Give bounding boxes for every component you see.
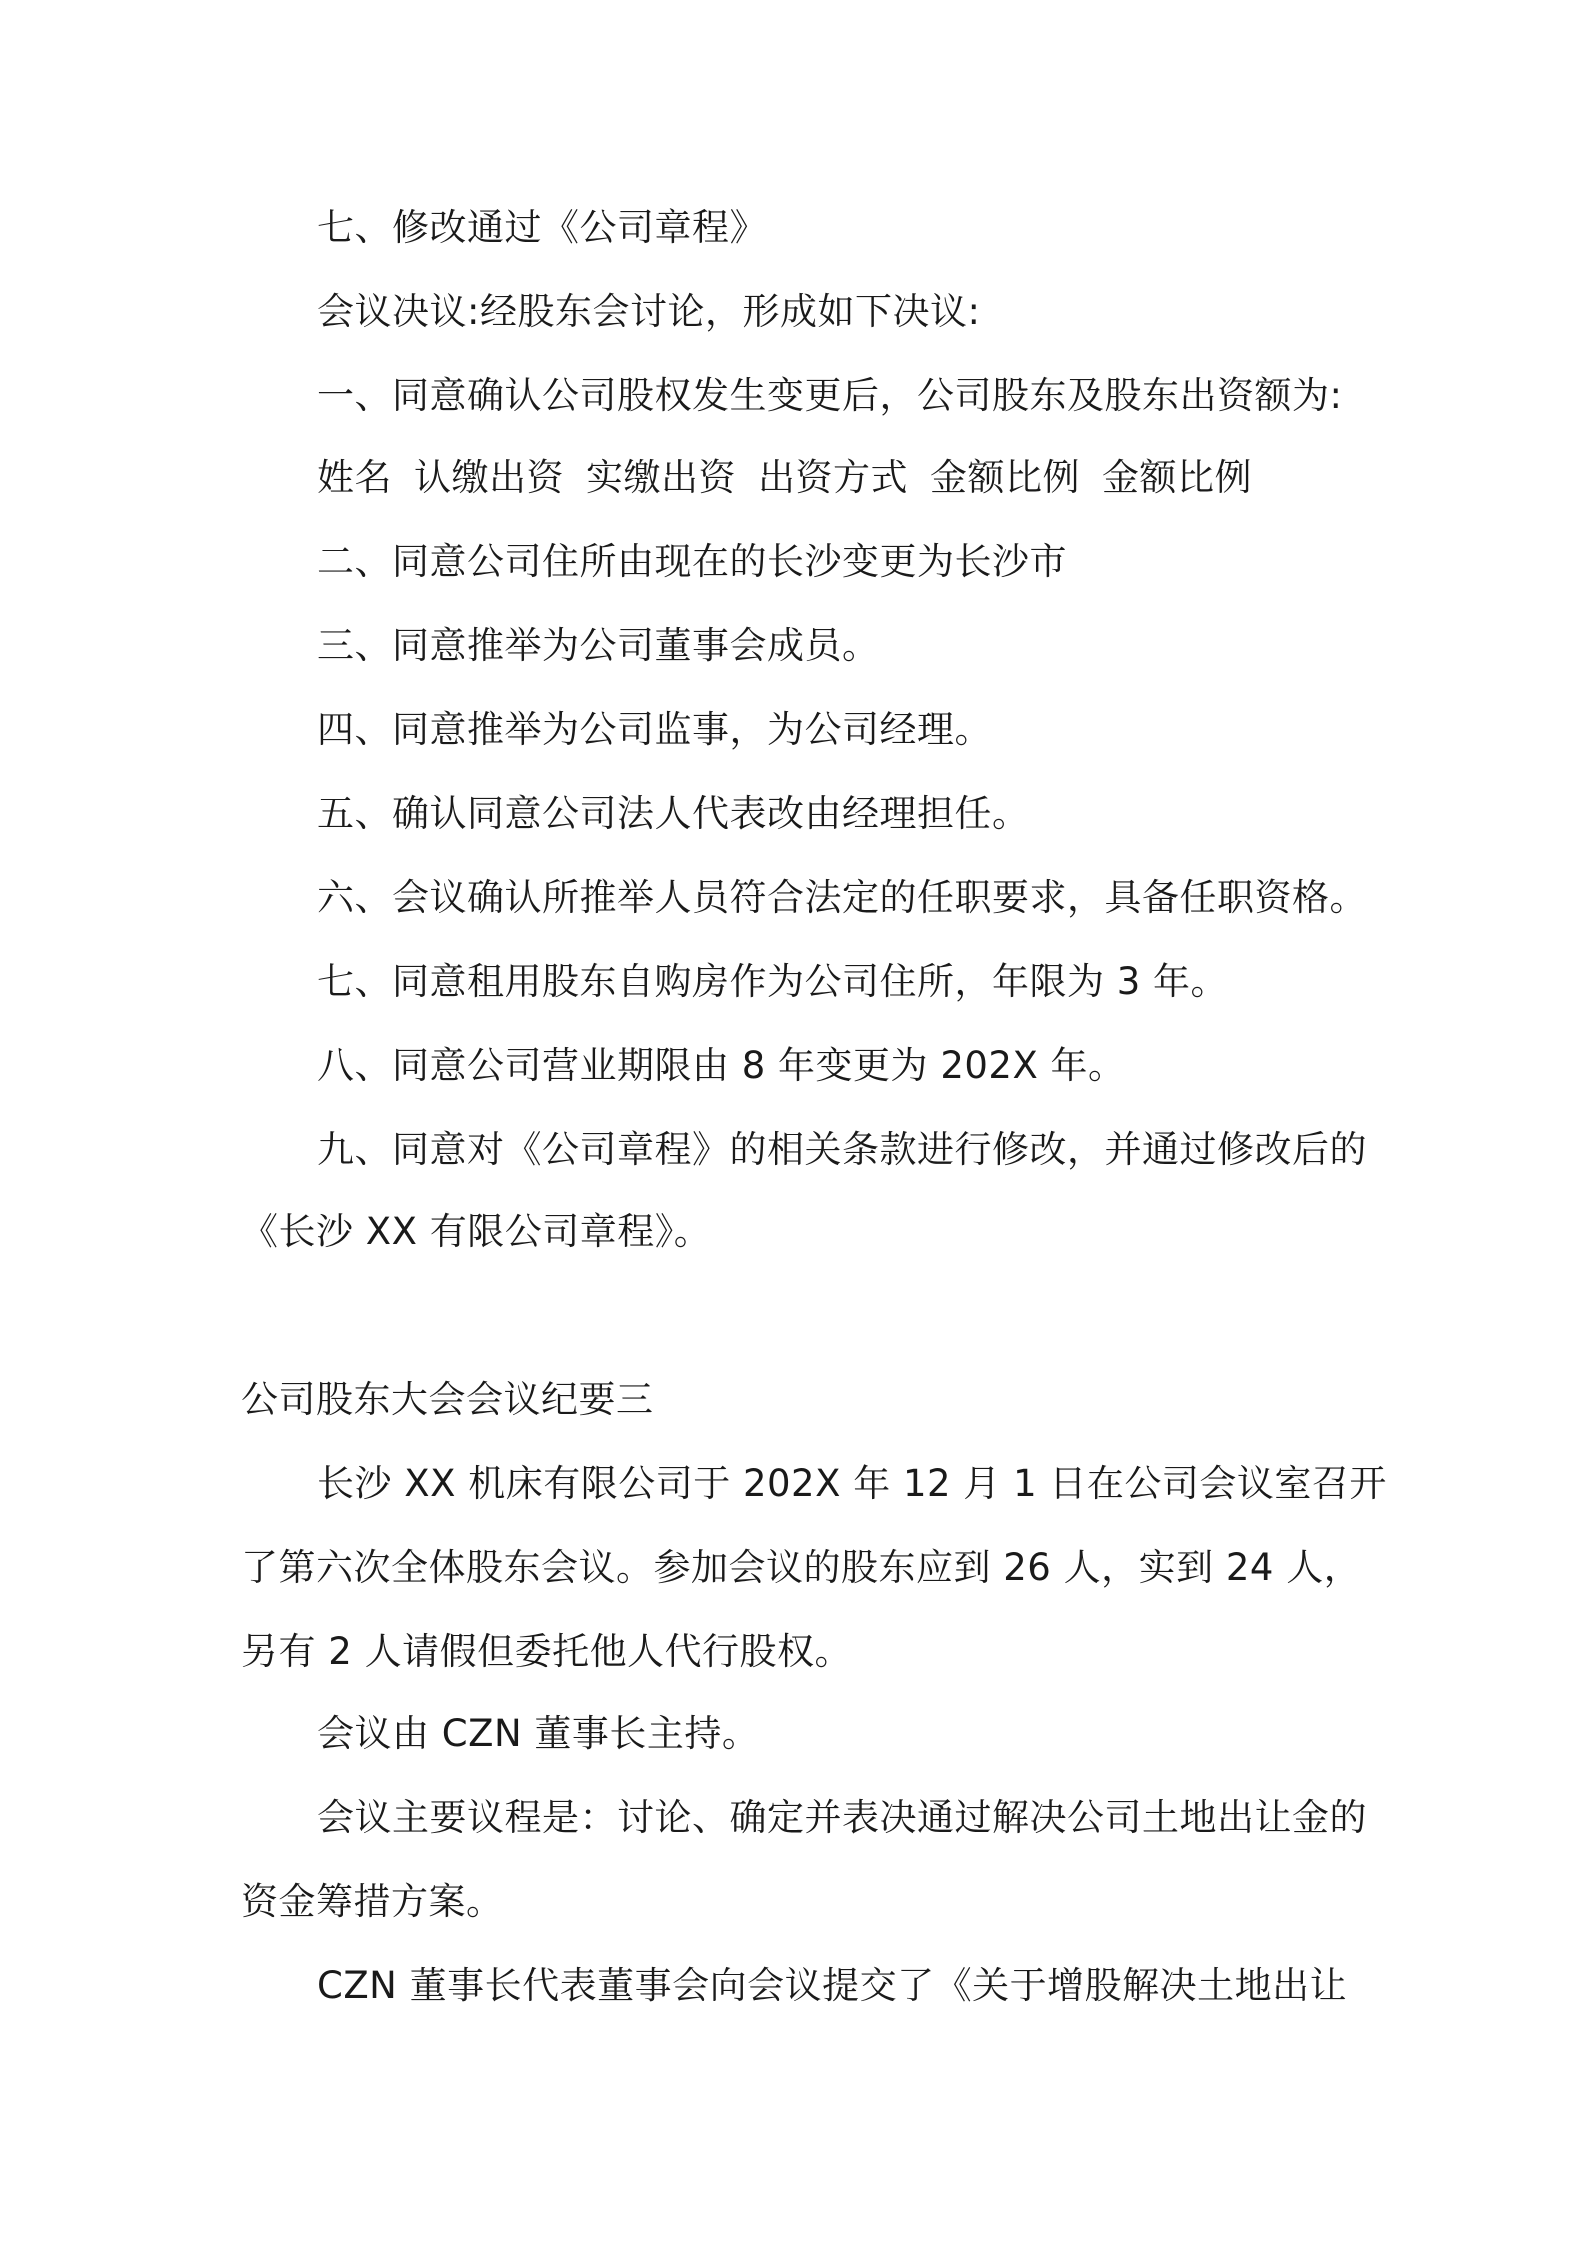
resolution-item-9-line-2: 《长沙 XX 有限公司章程》。 <box>241 1210 712 1253</box>
resolution-item-9-line-1: 九、同意对《公司章程》的相关条款进行修改，并通过修改后的 <box>317 1128 1367 1171</box>
minutes-para-3-line-2: 资金筹措方案。 <box>241 1880 504 1923</box>
resolution-intro: 会议决议:经股东会讨论，形成如下决议: <box>317 290 981 333</box>
resolution-item-5: 五、确认同意公司法人代表改由经理担任。 <box>317 792 1030 835</box>
resolution-item-7: 七、同意租用股东自购房作为公司住所，年限为 3 年。 <box>317 960 1229 1003</box>
minutes-para-3-line-1: 会议主要议程是：讨论、确定并表决通过解决公司土地出让金的 <box>317 1796 1367 1839</box>
section-heading-amend-articles: 七、修改通过《公司章程》 <box>317 206 767 249</box>
table-header-paid-capital: 实缴出资 <box>586 456 736 499</box>
resolution-item-6: 六、会议确认所推举人员符合法定的任职要求，具备任职资格。 <box>317 876 1367 919</box>
minutes-para-1-line-3: 另有 2 人请假但委托他人代行股权。 <box>241 1630 853 1673</box>
resolution-item-1: 一、同意确认公司股权发生变更后，公司股东及股东出资额为: <box>317 374 1343 417</box>
table-header-subscribed-capital: 认缴出资 <box>414 456 564 499</box>
resolution-item-4: 四、同意推举为公司监事，为公司经理。 <box>317 708 992 751</box>
minutes-para-2: 会议由 CZN 董事长主持。 <box>317 1712 760 1755</box>
table-header-name: 姓名 <box>317 456 392 499</box>
minutes-para-1-line-2: 了第六次全体股东会议。参加会议的股东应到 26 人，实到 24 人， <box>241 1546 1362 1589</box>
shareholder-table-header <box>317 456 1274 500</box>
table-header-amount-ratio-b: 金额比例 <box>1102 456 1252 499</box>
minutes-para-1-line-1: 长沙 XX 机床有限公司于 202X 年 12 月 1 日在公司会议室召开 <box>317 1462 1387 1505</box>
table-header-amount-ratio-a: 金额比例 <box>930 456 1080 499</box>
resolution-item-2: 二、同意公司住所由现在的长沙变更为长沙市 <box>317 540 1067 583</box>
minutes-title: 公司股东大会会议纪要三 <box>241 1378 654 1421</box>
table-header-contribution-method: 出资方式 <box>758 456 908 499</box>
resolution-item-8: 八、同意公司营业期限由 8 年变更为 202X 年。 <box>317 1044 1126 1087</box>
resolution-item-3: 三、同意推举为公司董事会成员。 <box>317 624 880 667</box>
minutes-para-4-line-1: CZN 董事长代表董事会向会议提交了《关于增股解决土地出让 <box>317 1964 1348 2007</box>
